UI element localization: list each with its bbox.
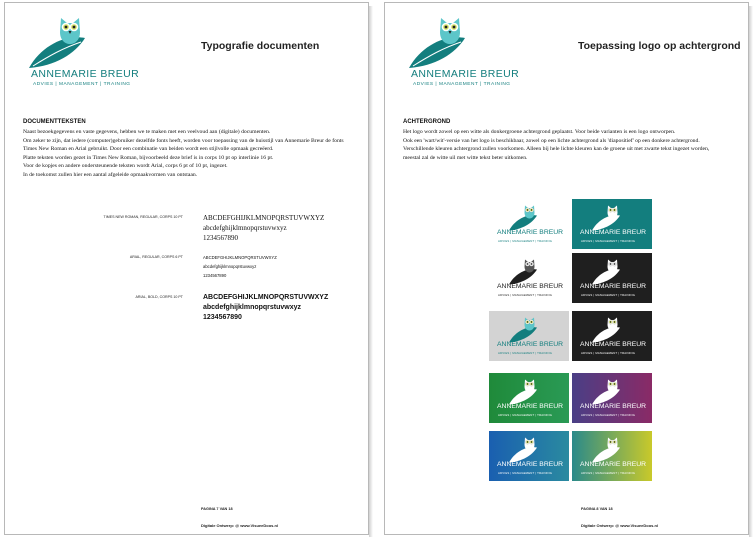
brand-name: ANNEMARIE BREUR: [497, 341, 564, 348]
owl-logo-icon: [507, 314, 547, 344]
font-spec-label: ARIAL, BOLD, CORPS 10 PT: [135, 295, 183, 299]
owl-logo-icon: [507, 376, 547, 406]
paragraph: Platte teksten worden gezet in Times New Roman, bijvoorbeeld deze brief is in corps 10 pt op interlinie 16 pt.: [23, 154, 274, 161]
specimen-upper: ABCDEFGHIJKLMNOPQRSTUVWXYZ: [203, 255, 277, 260]
body-text: [403, 128, 725, 162]
brand-name: ANNEMARIE BREUR: [497, 461, 564, 468]
logo-tile: [572, 311, 652, 361]
font-spec-label: ARIAL, REGULAR, CORPS 6 PT: [129, 255, 183, 259]
specimen-digits: 1234567890: [203, 234, 238, 242]
brand-name: ANNEMARIE BREUR: [411, 68, 520, 80]
paragraph: Voor de kopjes en andere ondersteunende teksten wordt Arial, corps 6 pt of 10 pt, ingezet.: [23, 163, 228, 170]
owl-logo-icon: [590, 202, 630, 232]
brand-tagline: ADVIES | MANAGEMENT | TRAINING: [498, 413, 553, 417]
paragraph: Ook een 'wart/wit'-versie van het logo is beschikbaar, zowel op een lichte achtergrond als 'diapositief' op een donkere achtergrond.: [403, 137, 700, 144]
owl-logo-icon: [590, 376, 630, 406]
specimen-digits: 1234567890: [203, 273, 227, 278]
brand-logo: [25, 12, 195, 92]
paragraph: Het logo wordt zowel op een witte als donkergroene achtergrond geplaatst. Voor beide varianten is een logo ontworpen.: [403, 129, 676, 135]
brand-name: ANNEMARIE BREUR: [580, 341, 647, 348]
page-title: Toepassing logo op achtergrond: [578, 40, 741, 52]
logo-tile: [489, 253, 569, 303]
page-number: PAGINA 8 VAN 18: [581, 507, 613, 511]
brand-tagline: ADVIES | MANAGEMENT | TRAINING: [498, 471, 553, 475]
body-text: [23, 128, 345, 180]
logo-tile: [489, 373, 569, 423]
specimen-upper: ABCDEFGHIJKLMNOPQRSTUVWXYZ: [203, 294, 329, 301]
logo-tile: [572, 253, 652, 303]
owl-logo-icon: [590, 434, 630, 464]
owl-logo-icon: [507, 202, 547, 232]
logo-tile: [572, 431, 652, 481]
paragraph: In de toekomst zullen hier een aantal afgeleide opmaakvormen van ontstaan.: [23, 171, 198, 178]
brand-tagline: ADVIES | MANAGEMENT | TRAINING: [581, 413, 636, 417]
specimen-lower: abcdefghijklmnopqrstuvwxyz: [203, 224, 287, 232]
brand-name: ANNEMARIE BREUR: [580, 403, 647, 410]
brand-name: ANNEMARIE BREUR: [580, 283, 647, 290]
logo-tile: [489, 431, 569, 481]
brand-name: ANNEMARIE BREUR: [580, 229, 647, 236]
owl-logo-icon: [590, 256, 630, 286]
specimen-lower: abcdefghijklmnopqrstuvwxyz: [203, 264, 257, 269]
brand-tagline: ADVIES | MANAGEMENT | TRAINING: [581, 471, 636, 475]
font-specimen: [203, 253, 277, 280]
font-specimen: [203, 213, 324, 243]
owl-logo-icon: [405, 12, 485, 70]
brand-tagline: ADVIES | MANAGEMENT | TRAINING: [498, 293, 553, 297]
owl-logo-icon: [590, 314, 630, 344]
font-specimen: [203, 293, 328, 323]
brand-tagline: ADVIES | MANAGEMENT | TRAINING: [498, 351, 553, 355]
brand-tagline: ADVIES | MANAGEMENT | TRAINING: [498, 239, 553, 243]
brand-name: ANNEMARIE BREUR: [497, 403, 564, 410]
brand-tagline: ADVIES | MANAGEMENT | TRAINING: [413, 82, 511, 87]
logo-tile: [489, 199, 569, 249]
specimen-lower: abcdefghijklmnopqrstuvwxyz: [203, 304, 302, 311]
font-spec-label: TIMES NEW ROMAN, REGULAR, CORPS 10 PT: [103, 215, 183, 219]
page-title: Typografie documenten: [201, 40, 320, 52]
logo-tile: [572, 199, 652, 249]
brand-tagline: ADVIES | MANAGEMENT | TRAINING: [581, 293, 636, 297]
brand-tagline: ADVIES | MANAGEMENT | TRAINING: [581, 351, 636, 355]
document-page-left: [4, 2, 369, 535]
logo-tile: [489, 311, 569, 361]
brand-tagline: ADVIES | MANAGEMENT | TRAINING: [33, 82, 131, 87]
brand-name: ANNEMARIE BREUR: [497, 283, 564, 290]
page-number: PAGINA 7 VAN 18: [201, 507, 233, 511]
footer-credit: Digitale Ontwerp: @ www.VisueeDoos.nl: [201, 523, 279, 528]
owl-logo-icon: [507, 256, 547, 286]
paragraph: Verschillende kleuren achtergrond zullen voorkomen. Alleen bij hele lichte kleuren kan de groene uit met zwarte tekst ingezet worden, meestal zal de witte uil met witte tekst beter uitkomen.: [403, 146, 710, 161]
section-heading: ACHTERGROND: [403, 119, 451, 125]
document-page-right: [384, 2, 749, 535]
paragraph: Om zeker te zijn, dat iedere (computer)gebruiker dezelfde fonts heeft, worden voor toepassing van de huisstijl van Annemarie Breur de fonts Times New Roman en Arial gebruikt. Door een combinatie van beiden wordt een stijlvolle opmaak gecreëerd.: [23, 137, 344, 153]
owl-logo-icon: [507, 434, 547, 464]
brand-tagline: ADVIES | MANAGEMENT | TRAINING: [581, 239, 636, 243]
owl-logo-icon: [25, 12, 105, 70]
specimen-upper: ABCDEFGHIJKLMNOPQRSTUVWXYZ: [203, 214, 325, 222]
specimen-digits: 1234567890: [203, 314, 242, 321]
brand-name: ANNEMARIE BREUR: [31, 68, 140, 80]
footer-credit: Digitale Ontwerp: @ www.VisueeDoos.nl: [581, 523, 659, 528]
logo-tile: [572, 373, 652, 423]
paragraph: Naast bezoekgegevens en vaste gegevens, hebben we te maken met een veelvoud aan (digitale) documenten.: [23, 129, 271, 135]
brand-logo: [405, 12, 575, 92]
brand-name: ANNEMARIE BREUR: [580, 461, 647, 468]
section-heading: DOCUMENTTEKSTEN: [23, 119, 86, 125]
brand-name: ANNEMARIE BREUR: [497, 229, 564, 236]
